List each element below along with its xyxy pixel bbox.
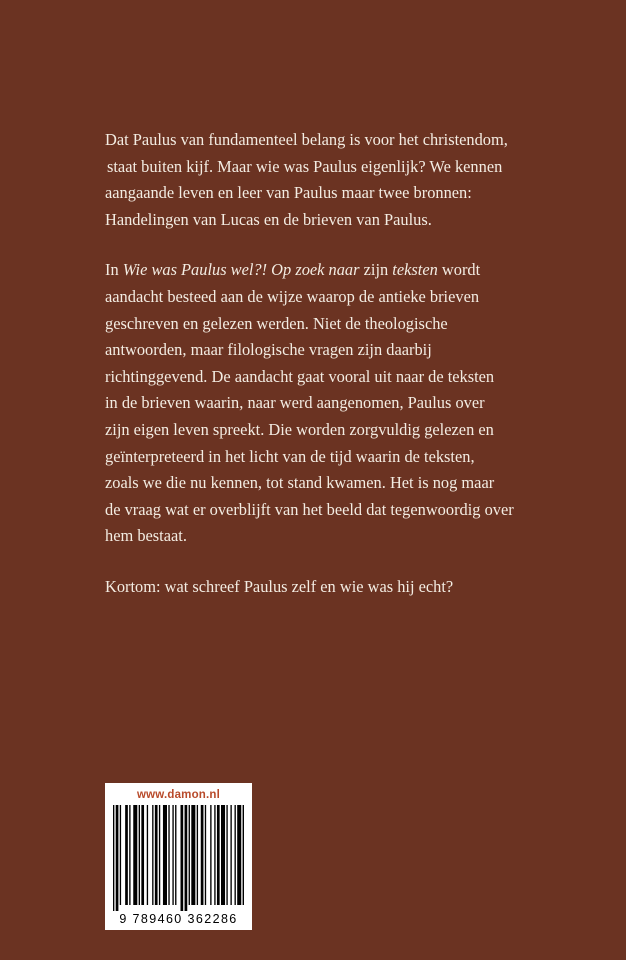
barcode-bar (141, 805, 144, 905)
barcode-bars-icon (113, 805, 244, 911)
blurb-line: aangaande leven en leer van Paulus maar twee bronnen: (105, 183, 472, 203)
barcode-bar (172, 805, 173, 905)
blurb-line (105, 257, 545, 284)
barcode-bar (175, 805, 176, 905)
blurb-paragraph-1 (105, 127, 545, 233)
blurb-text: zijn (359, 260, 393, 280)
blurb-line: Handelingen van Lucas en de brieven van Paulus. (105, 209, 432, 229)
blurb-line: geïnterpreteerd in het licht van de tijd waarin de teksten, (105, 446, 475, 466)
blurb-text: In (105, 260, 123, 280)
barcode-bar (214, 805, 215, 905)
barcode-bar (205, 805, 206, 905)
blurb-line: Dat Paulus van fundamenteel belang is voor het christendom, (105, 130, 508, 149)
blurb-line: staat buiten kijf. Maar wie was Paulus eigenlijk? We kennen (107, 156, 503, 176)
blurb-paragraph-2 (105, 257, 545, 550)
blurb-line: in de brieven waarin, naar werd aangenomen, Paulus over (105, 393, 485, 413)
publisher-url: www.damon.nl (136, 789, 221, 801)
barcode-bar (120, 805, 121, 905)
barcode-bar (139, 805, 140, 905)
isbn-number: 9 789460 362286 (119, 912, 238, 926)
barcode-bar (129, 805, 130, 905)
barcode-bar (163, 805, 167, 905)
blurb-line: zijn eigen leven spreekt. Die worden zorgvuldig gelezen en (105, 419, 494, 439)
blurb-line: Kortom: wat schreef Paulus zelf en wie was hij echt? (105, 576, 454, 596)
blurb-line: aandacht besteed aan de wijze waarop de antieke brieven (105, 286, 480, 306)
barcode-bar (210, 805, 211, 905)
barcode-bar (181, 805, 184, 911)
barcode-bar (237, 805, 241, 905)
isbn-barcode (105, 783, 252, 930)
barcode-bar (133, 805, 137, 905)
book-title: Wie was Paulus wel?! Op zoek naar (122, 260, 360, 280)
barcode-bar (191, 805, 195, 905)
barcode-bar (221, 805, 225, 905)
barcode-bar (155, 805, 158, 905)
blurb-paragraph-3 (105, 574, 545, 601)
barcode-bar (116, 805, 119, 911)
blurb-line: geschreven en gelezen werden. Niet de theologische (105, 313, 448, 333)
barcode-bar (201, 805, 204, 905)
barcode-bar (147, 805, 148, 905)
blurb-line: antwoorden, maar filologische vragen zijn daarbij (105, 340, 432, 360)
blurb-line: richtinggevend. De aandacht gaat vooral uit naar de teksten (105, 366, 495, 386)
barcode-bar (113, 805, 114, 911)
barcode-bar (217, 805, 220, 905)
barcode-bar (125, 805, 128, 905)
barcode-bar (168, 805, 169, 905)
barcode-bar (230, 805, 231, 905)
barcode-bar (159, 805, 160, 905)
barcode-bar (235, 805, 236, 905)
barcode-bar (152, 805, 153, 905)
barcode-bar (189, 805, 190, 905)
blurb-text: wordt (437, 260, 481, 280)
blurb-line: zoals we die nu kennen, tot stand kwamen. Het is nog maar (105, 473, 495, 493)
book-title-end: teksten (392, 260, 438, 280)
barcode-bar (185, 805, 188, 911)
barcode-bar (197, 805, 198, 905)
blurb-line: de vraag wat er overblijft van het beeld dat tegenwoordig over (105, 499, 514, 519)
blurb-line: hem bestaat. (105, 526, 187, 546)
barcode-bar (243, 805, 244, 905)
back-cover-blurb (105, 127, 545, 625)
barcode-bar (226, 805, 227, 905)
